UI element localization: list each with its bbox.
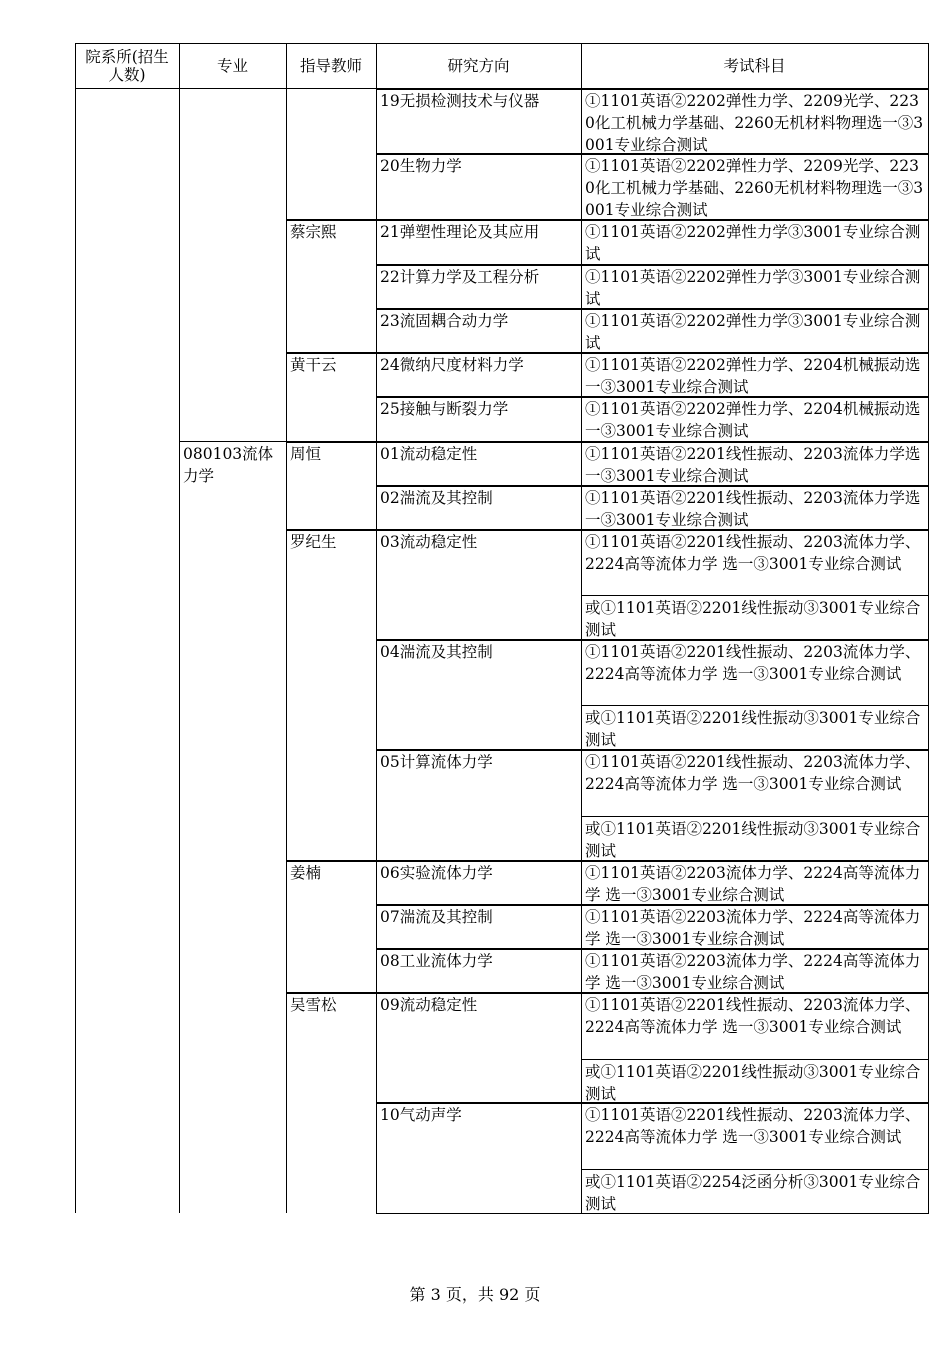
row-divider <box>581 264 929 265</box>
row-divider <box>581 948 929 949</box>
exam-subjects-cell: ①1101英语②2202弹性力学、2209光学、2230化工机械力学基础、2260无机材料物理选一③3001专业综合测试 <box>585 92 924 153</box>
advisor-cell: 姜楠 <box>290 864 322 882</box>
row-divider <box>581 1169 929 1170</box>
advisor-cell: 黄干云 <box>290 356 337 374</box>
row-divider <box>581 219 929 220</box>
research-direction-cell: 23流固耦合动力学 <box>380 312 509 330</box>
column-divider <box>75 43 76 1213</box>
row-divider <box>581 1102 929 1103</box>
exam-subjects-cell: 或①1101英语②2201线性振动③3001专业综合测试 <box>585 820 921 860</box>
exam-subjects-cell: 或①1101英语②2201线性振动③3001专业综合测试 <box>585 599 921 639</box>
row-divider <box>376 1213 929 1214</box>
research-direction-cell: 21弹塑性理论及其应用 <box>380 223 540 241</box>
header-dept: 院系所(招生人数) <box>85 47 169 84</box>
research-direction-cell: 03流动稳定性 <box>380 533 478 551</box>
exam-subjects-cell: ①1101英语②2203流体力学、2224高等流体力学 选一③3001专业综合测试 <box>585 864 921 904</box>
advisor-cell: 吴雪松 <box>290 996 337 1014</box>
exam-subjects-cell: ①1101英语②2201线性振动、2203流体力学、2224高等流体力学 选一③3001专业综合测试 <box>585 1106 921 1146</box>
research-direction-cell: 09流动稳定性 <box>380 996 478 1014</box>
exam-subjects-cell: ①1101英语②2201线性振动、2203流体力学、2224高等流体力学 选一③3001专业综合测试 <box>585 996 921 1036</box>
exam-subjects-cell: ①1101英语②2202弹性力学③3001专业综合测试 <box>585 312 921 352</box>
research-direction-cell: 10气动声学 <box>380 1106 462 1124</box>
research-direction-cell: 25接触与断裂力学 <box>380 400 509 418</box>
page-footer: 第 3 页，共 92 页 <box>409 1285 541 1304</box>
exam-subjects-cell: ①1101英语②2203流体力学、2224高等流体力学 选一③3001专业综合测试 <box>585 952 921 992</box>
row-divider <box>581 396 929 397</box>
research-direction-cell: 02湍流及其控制 <box>380 489 493 507</box>
major-cell: 080103流体力学 <box>183 445 274 485</box>
exam-subjects-cell: ①1101英语②2202弹性力学、2204机械振动选一③3001专业综合测试 <box>585 356 921 396</box>
row-divider <box>581 308 929 309</box>
exam-subjects-cell: 或①1101英语②2254泛函分析③3001专业综合测试 <box>585 1173 921 1213</box>
research-direction-cell: 04湍流及其控制 <box>380 643 493 661</box>
exam-subjects-cell: 或①1101英语②2201线性振动③3001专业综合测试 <box>585 709 921 749</box>
header-direction: 研究方向 <box>447 56 510 75</box>
row-divider <box>581 352 929 353</box>
row-divider <box>581 749 929 750</box>
row-divider <box>75 43 929 44</box>
exam-subjects-cell: ①1101英语②2202弹性力学、2204机械振动选一③3001专业综合测试 <box>585 400 921 440</box>
exam-subjects-cell: ①1101英语②2202弹性力学、2209光学、2230化工机械力学基础、2260无机材料物理选一③3001专业综合测试 <box>585 157 924 219</box>
row-divider <box>581 441 929 442</box>
exam-subjects-cell: ①1101英语②2201线性振动、2203流体力学、2224高等流体力学 选一③3001专业综合测试 <box>585 643 921 683</box>
advisor-cell: 蔡宗熙 <box>290 223 337 241</box>
row-divider <box>581 1059 929 1060</box>
row-divider <box>581 705 929 706</box>
advisor-cell: 罗纪生 <box>290 533 337 551</box>
research-direction-cell: 22计算力学及工程分析 <box>380 268 540 286</box>
header-advisor: 指导教师 <box>299 56 362 75</box>
research-direction-cell: 19无损检测技术与仪器 <box>380 92 540 110</box>
row-divider <box>581 904 929 905</box>
exam-subjects-cell: ①1101英语②2201线性振动、2203流体力学、2224高等流体力学 选一③3001专业综合测试 <box>585 533 921 573</box>
row-divider <box>581 816 929 817</box>
exam-subjects-cell: 或①1101英语②2201线性振动③3001专业综合测试 <box>585 1063 921 1102</box>
research-direction-cell: 01流动稳定性 <box>380 445 478 463</box>
exam-subjects-cell: ①1101英语②2203流体力学、2224高等流体力学 选一③3001专业综合测试 <box>585 908 921 948</box>
exam-subjects-cell: ①1101英语②2202弹性力学③3001专业综合测试 <box>585 223 921 263</box>
row-divider <box>581 88 929 89</box>
header-major: 专业 <box>216 56 248 75</box>
research-direction-cell: 05计算流体力学 <box>380 753 493 771</box>
research-direction-cell: 08工业流体力学 <box>380 952 493 970</box>
research-direction-cell: 20生物力学 <box>380 157 462 175</box>
research-direction-cell: 07湍流及其控制 <box>380 908 493 926</box>
row-divider <box>581 639 929 640</box>
advisor-cell: 周恒 <box>290 445 322 463</box>
exam-subjects-cell: ①1101英语②2201线性振动、2203流体力学选一③3001专业综合测试 <box>585 489 921 529</box>
row-divider <box>581 153 929 154</box>
row-divider <box>581 529 929 530</box>
research-direction-cell: 06实验流体力学 <box>380 864 493 882</box>
research-direction-cell: 24微纳尺度材料力学 <box>380 356 524 374</box>
header-exam: 考试科目 <box>723 56 786 75</box>
row-divider <box>581 992 929 993</box>
row-divider <box>581 860 929 861</box>
exam-subjects-cell: ①1101英语②2201线性振动、2203流体力学、2224高等流体力学 选一③3001专业综合测试 <box>585 753 921 793</box>
exam-subjects-cell: ①1101英语②2202弹性力学③3001专业综合测试 <box>585 268 921 308</box>
row-divider <box>581 485 929 486</box>
row-divider <box>581 595 929 596</box>
exam-subjects-cell: ①1101英语②2201线性振动、2203流体力学选一③3001专业综合测试 <box>585 445 921 485</box>
